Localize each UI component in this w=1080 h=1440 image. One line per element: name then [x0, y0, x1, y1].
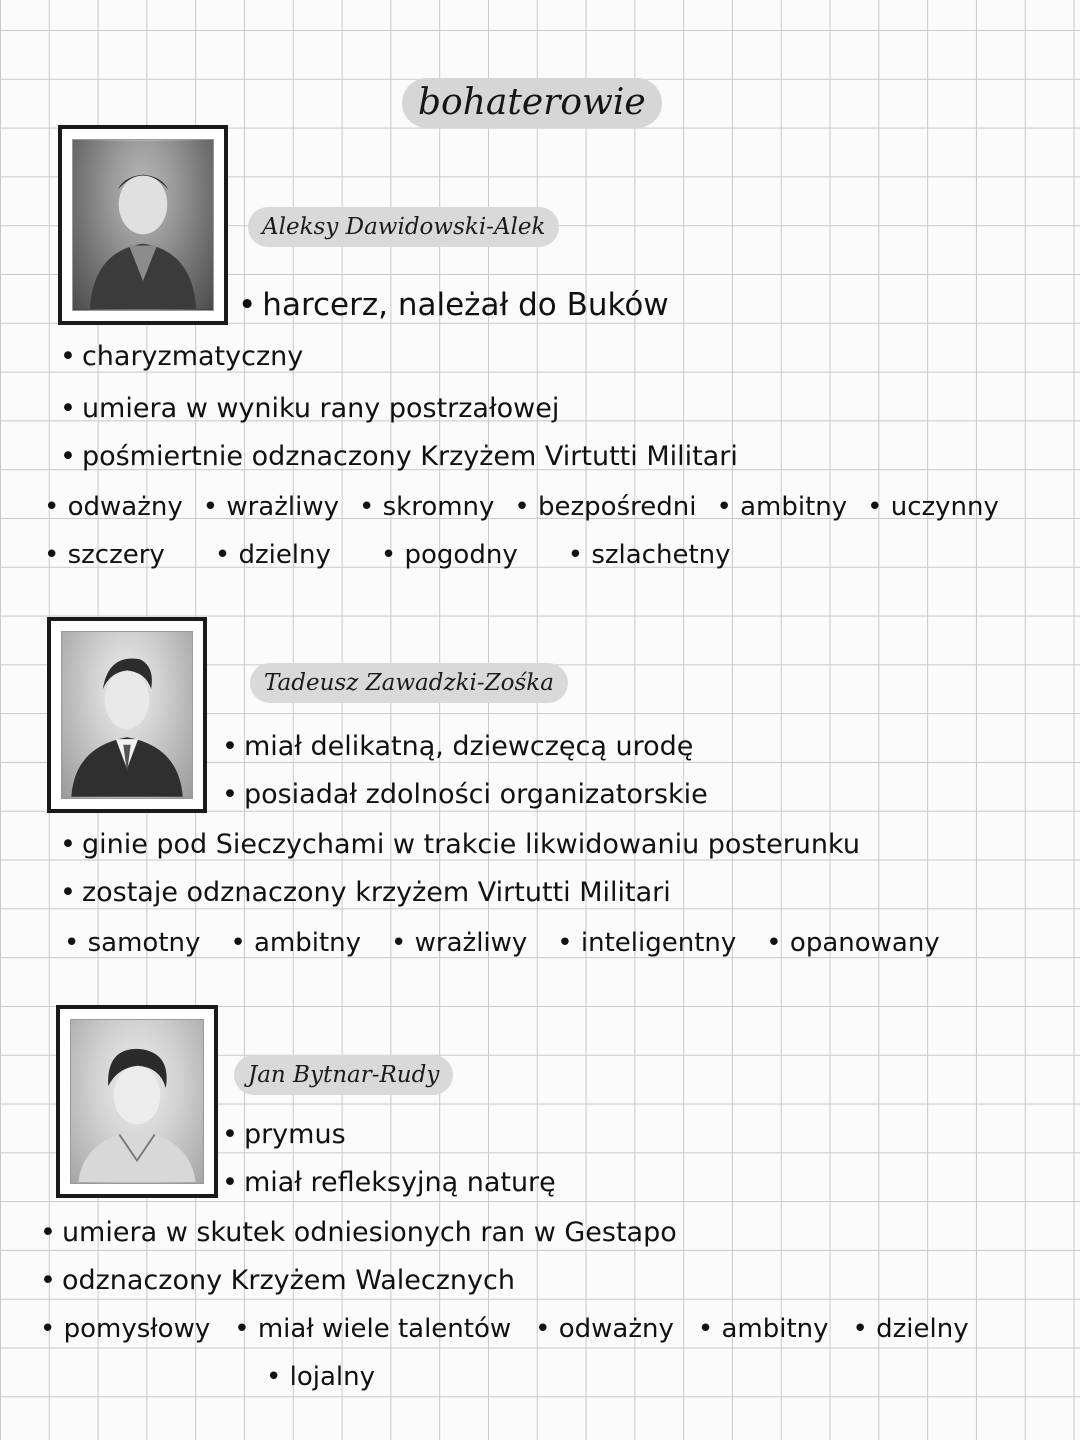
traits-row: [64, 926, 940, 960]
trait: • dzielny: [215, 538, 331, 572]
trait: • lojalny: [266, 1360, 375, 1394]
trait: • dzielny: [853, 1312, 969, 1346]
trait: • szlachetny: [568, 538, 731, 572]
trait: • wrażliwy: [391, 926, 527, 960]
fact-line: • zostaje odznaczony krzyżem Virtutti Militari: [60, 877, 671, 908]
trait: • szczery: [44, 538, 165, 572]
traits-row: [40, 1312, 969, 1346]
fact-line: • harcerz, należał do Buków: [238, 287, 669, 323]
hero-photo-alek: [58, 125, 228, 325]
fact-line: • miał delikatną, dziewczęcą urodę: [222, 731, 694, 762]
portrait-silhouette-icon: [62, 632, 192, 798]
traits-row: [44, 538, 731, 572]
fact-line: • umiera w wyniku rany postrzałowej: [60, 393, 560, 424]
fact-line: • ginie pod Sieczychami w trakcie likwidowaniu posterunku: [60, 829, 860, 860]
trait: • opanowany: [766, 926, 939, 960]
page-title: bohaterowie: [402, 78, 662, 128]
trait: • samotny: [64, 926, 200, 960]
trait: • pogodny: [381, 538, 518, 572]
trait: • pomysłowy: [40, 1312, 210, 1346]
hero-photo-zoska: [47, 617, 207, 813]
fact-line: • miał refleksyjną naturę: [222, 1167, 556, 1198]
trait: • miał wiele talentów: [234, 1312, 511, 1346]
hero-name-pill: Tadeusz Zawadzki-Zośka: [250, 663, 568, 703]
hero-photo-rudy: [56, 1005, 218, 1198]
trait: • inteligentny: [557, 926, 736, 960]
trait: • wrażliwy: [203, 490, 339, 524]
portrait-silhouette-icon: [73, 140, 213, 310]
trait: • bezpośredni: [514, 490, 696, 524]
portrait-image: [72, 139, 214, 311]
fact-line: • umiera w skutek odniesionych ran w Gestapo: [40, 1217, 677, 1248]
portrait-image: [70, 1019, 204, 1184]
portrait-silhouette-icon: [71, 1020, 203, 1183]
fact-line: • charyzmatyczny: [60, 341, 304, 372]
trait: • uczynny: [867, 490, 999, 524]
hero-name-pill: Aleksy Dawidowski-Alek: [248, 207, 559, 247]
trait: • ambitny: [698, 1312, 829, 1346]
trait: • odważny: [535, 1312, 674, 1346]
fact-line: • posiadał zdolności organizatorskie: [222, 779, 708, 810]
trait: • skromny: [359, 490, 494, 524]
traits-row: [266, 1360, 375, 1394]
trait: • ambitny: [716, 490, 847, 524]
fact-line: • pośmiertnie odznaczony Krzyżem Virtutti Militari: [60, 441, 738, 472]
trait: • ambitny: [230, 926, 361, 960]
traits-row: [44, 490, 999, 524]
portrait-image: [61, 631, 193, 799]
fact-line: • prymus: [222, 1119, 346, 1150]
fact-line: • odznaczony Krzyżem Walecznych: [40, 1265, 515, 1296]
hero-name-pill: Jan Bytnar-Rudy: [234, 1055, 453, 1095]
trait: • odważny: [44, 490, 183, 524]
